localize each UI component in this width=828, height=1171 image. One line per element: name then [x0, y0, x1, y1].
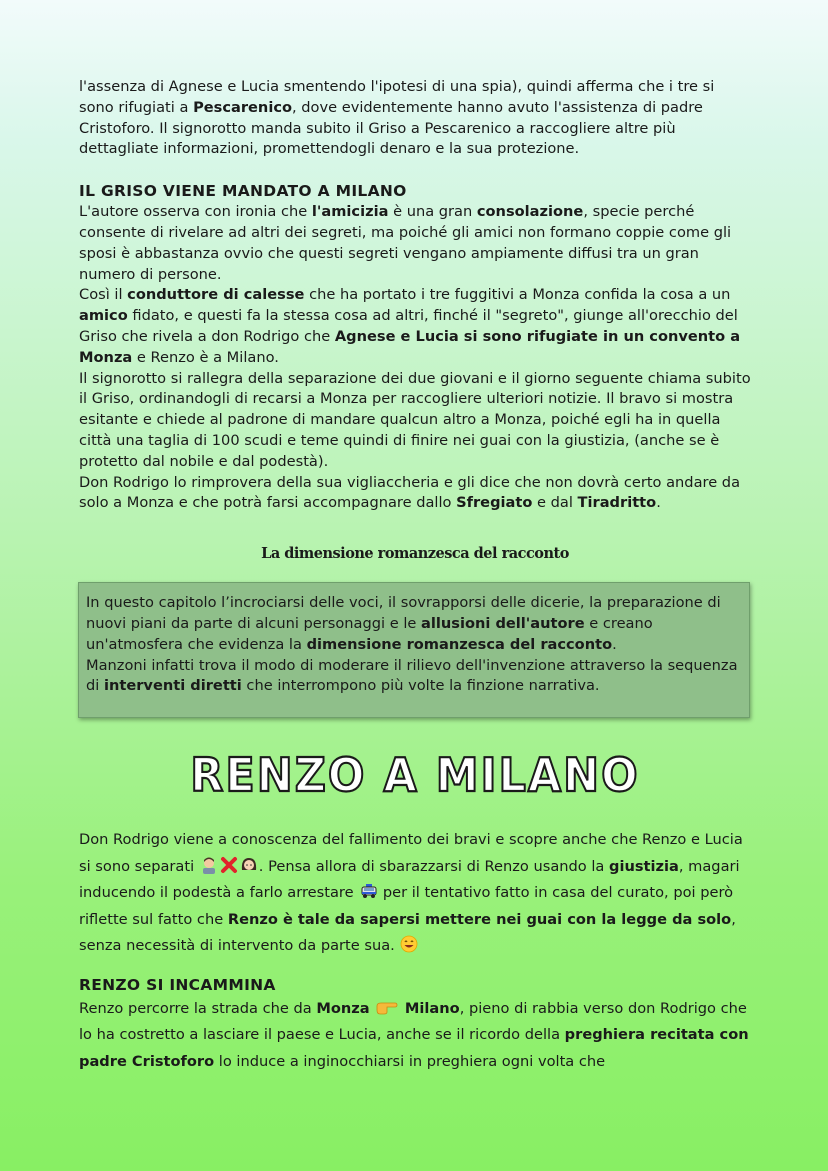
- text-run: .: [656, 494, 661, 512]
- paragraph-signorotto: Il signorotto si rallegra della separazione dei due giovani e il giorno seguente chiama subito il Griso, ordinandogli di recarsi a Monza per raccogliere ulteriori notizie. Il bravo si mostra esitante e chiede al padrone di mandare qualcun altro a Monza, poiché egli ha in quella città una taglia di 100 scudi e teme quindi di finire nei guai con la giustizia, (anche se è protetto dal nobile e dal podestà).: [79, 369, 751, 470]
- document-page: [79, 77, 751, 1075]
- subtitle-dimensione-romanzesca: La dimensione romanzesca del racconto: [261, 545, 569, 563]
- text-run: per il tentativo fatto in casa del curato, poi però riflette sul fatto che: [79, 884, 734, 928]
- bold-run: conduttore di calesse: [127, 286, 305, 304]
- text-run: che interrompono più volte la finzione narrativa.: [241, 677, 600, 695]
- paragraph-don-rodrigo: [79, 827, 751, 960]
- bold-run: Renzo è tale da sapersi mettere nei guai con la legge da solo: [227, 910, 732, 928]
- text-run: che ha portato i tre fuggitivi a Monza confida la cosa a un: [304, 286, 731, 304]
- text-run: lo induce a inginocchiarsi in preghiera ogni volta che: [214, 1052, 606, 1070]
- paragraph-renzo-percorre: [79, 996, 751, 1076]
- text-run: L'autore osserva con ironia che: [79, 203, 312, 221]
- text-run: , magari inducendo il podestà a farlo arrestare: [79, 857, 740, 902]
- intro-paragraph: [79, 77, 751, 160]
- bold-run: allusioni dell'autore: [421, 614, 585, 632]
- text-run: , senza necessità di intervento da parte sua.: [79, 910, 736, 955]
- highlight-box: [78, 582, 750, 718]
- text-run: .: [612, 635, 617, 653]
- text-run: e dal: [532, 494, 578, 512]
- text-run: Così il: [79, 286, 128, 304]
- bold-run: Agnese e Lucia si sono rifugiate in un convento a Monza: [79, 327, 741, 366]
- bold-run: Tiradritto: [577, 494, 657, 512]
- paragraph-rimprovero: [79, 473, 751, 515]
- text-run: Manzoni infatti trova il modo di moderare il rilievo dell'invenzione attraverso la sequenza di: [86, 656, 738, 695]
- text-run: Don Rodrigo viene a conoscenza del fallimento dei bravi e scopre anche che Renzo e Lucia si sono separati: [79, 831, 743, 875]
- text-run: fidato, e questi fa la stessa cosa ad altri, finché il "segreto", giunge all'orecchio del Griso che rivela a don Rodrigo che: [79, 307, 738, 345]
- text-run: , specie perché consente di rivelare ad altri dei segreti, ma poiché gli amici non formano coppie come gli sposi è abbastanza ovvio che questi segreti vengano ampiamente diffusi tra un gran numero di persone.: [79, 203, 732, 283]
- banner-title: RENZO A MILANO: [190, 749, 640, 804]
- bold-run: Pescarenico: [193, 98, 293, 116]
- bold-run: preghiera recitata con padre Cristoforo: [79, 1026, 749, 1070]
- police-car-icon: [359, 882, 377, 900]
- text-run: è una gran: [388, 203, 477, 221]
- text-run: e creano un'atmosfera che evidenza la: [86, 614, 653, 653]
- text-run: l'assenza di Agnese e Lucia smentendo l'ipotesi di una spia), quindi afferma che i tre si sono rifugiati a: [79, 78, 715, 116]
- red-cross-icon: [220, 856, 238, 874]
- bold-run: giustizia: [609, 857, 679, 875]
- text-run: . Pensa allora di sbarazzarsi di Renzo usando la: [258, 857, 610, 875]
- bold-run: l'amicizia: [311, 203, 389, 221]
- bold-run: dimensione romanzesca del racconto: [306, 635, 613, 653]
- text-run: e Renzo è a Milano.: [132, 348, 279, 366]
- text-run: , dove evidentemente hanno avuto l'assistenza di padre Cristoforo. Il signorotto manda subito il Griso a Pescarenico a raccogliere altre più dettagliate informazioni, promettendogli denaro e la sua protezione.: [79, 98, 703, 158]
- section-heading-incammina: RENZO SI INCAMMINA: [79, 975, 276, 994]
- bold-run: amico: [79, 307, 128, 325]
- text-run: In questo capitolo l’incrociarsi delle voci, il sovrapporsi delle dicerie, la preparazione di nuovi piani da parte di alcuni personaggi e le: [86, 594, 721, 632]
- smiling-face-icon: [400, 935, 418, 953]
- text-run: Don Rodrigo lo rimprovera della sua vigliaccheria e gli dice che non dovrà certo andare da solo a Monza e che potrà farsi accompagnare dallo: [79, 473, 741, 512]
- bold-run: Milano: [404, 999, 460, 1017]
- woman-emoji-icon: [240, 856, 258, 874]
- text-run: , pieno di rabbia verso don Rodrigo che lo ha costretto a lasciare il paese e Lucia, anche se il ricordo della: [79, 999, 747, 1044]
- pointing-hand-icon: [375, 998, 399, 1016]
- bold-run: Monza: [316, 999, 370, 1017]
- box-paragraph: [86, 593, 741, 655]
- section-heading-griso: IL GRISO VIENE MANDATO A MILANO: [79, 182, 407, 201]
- bold-run: Sfregiato: [456, 494, 533, 512]
- box-paragraph: [86, 656, 741, 698]
- man-emoji-icon: [200, 856, 218, 874]
- bold-run: interventi diretti: [103, 677, 242, 695]
- bold-run: consolazione: [476, 203, 584, 221]
- paragraph-amicizia: [79, 202, 751, 285]
- paragraph-calesse: [79, 285, 751, 368]
- text-run: Renzo percorre la strada che da: [79, 999, 317, 1017]
